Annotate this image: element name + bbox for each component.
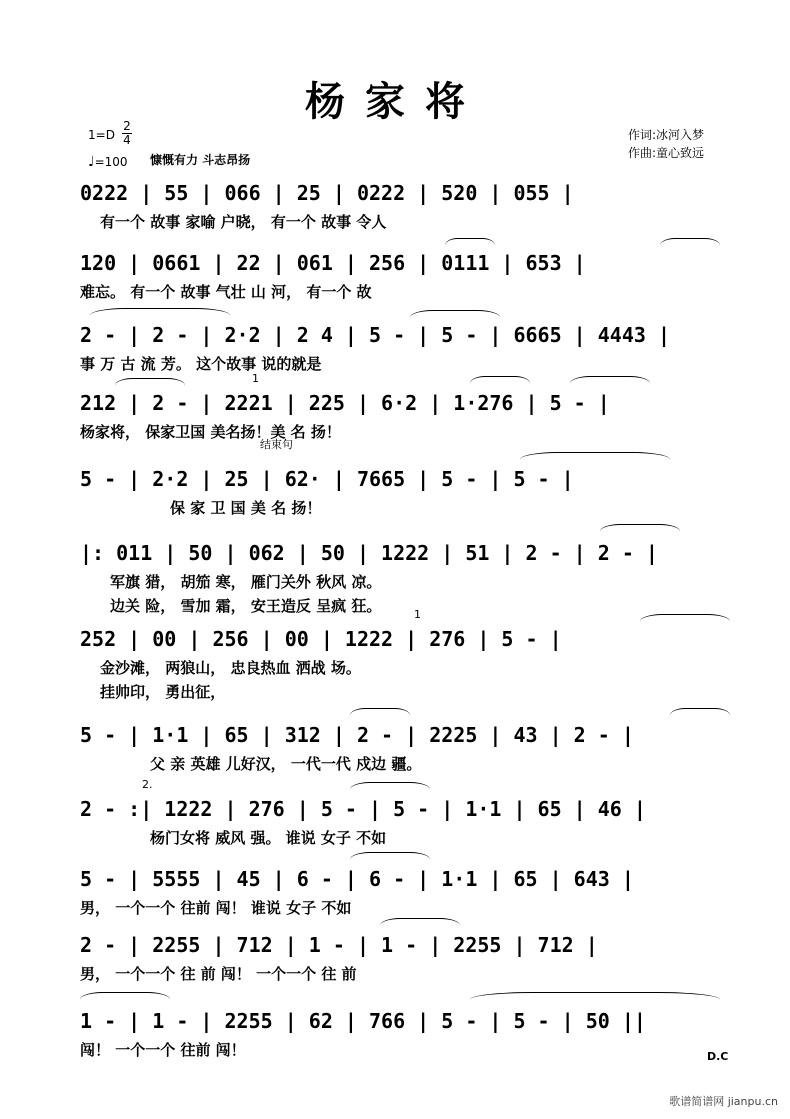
notation-line: 2 - :| 1222 | 276 | 5 - | 5 - | 1·1 | 65 | 46 | (80, 797, 646, 821)
lyrics-line: 闯！ 一个一个 往前 闯！ (80, 1041, 246, 1059)
notation-line: 2 - | 2 - | 2·2 | 2 4 | 5 - | 5 - | 6665 | 4443 | (80, 323, 671, 347)
lyrics-line: 事 万 古 流 芳。 这个故事 说的就是 (80, 355, 322, 373)
lyricist-credit: 作词:冰河入梦 (628, 128, 705, 142)
song-title: 杨家将 (305, 78, 485, 125)
volta-1-label: 1 (414, 608, 421, 621)
score-system-12 (80, 1004, 730, 1094)
quarter-note-icon: ♩ (88, 154, 95, 170)
volta-1-label: 1 (252, 372, 259, 385)
tempo-marking (88, 154, 128, 170)
notation-line: 1 - | 1 - | 2255 | 62 | 766 | 5 - | 5 - | 50 || (80, 1009, 646, 1033)
ending-label: 结束句 (260, 438, 293, 451)
expression-marking: 慷慨有力 斗志昂扬 (150, 153, 251, 167)
notation-line: 252 | 00 | 256 | 00 | 1222 | 276 | 5 - | (80, 627, 562, 651)
notation-line: 212 | 2 - | 2221 | 225 | 6·2 | 1·276 | 5 - | (80, 391, 610, 415)
watermark: 歌谱简谱网 jianpu.cn (669, 1095, 778, 1108)
volta-2-label: 2. (142, 778, 153, 791)
notation-line: 120 | 0661 | 22 | 061 | 256 | 0111 | 653 | (80, 251, 586, 275)
lyrics-line: 男， 一个一个 往前 闯！ 谁说 女子 不如 (80, 899, 352, 917)
time-signature-top: 2 (123, 119, 131, 133)
notation-line: 5 - | 2·2 | 25 | 62· | 7665 | 5 - | 5 - | (80, 467, 574, 491)
notation-line: |: 011 | 50 | 062 | 50 | 1222 | 51 | 2 - | 2 - | (80, 541, 658, 565)
time-signature-bottom: 4 (123, 133, 131, 147)
lyrics-line: 男， 一个一个 往 前 闯！ 一个一个 往 前 (80, 965, 357, 983)
lyrics-line-verse-1: 金沙滩， 两狼山， 忠良热血 洒战 场。 (100, 659, 361, 677)
lyrics-line: 杨门女将 威风 强。 谁说 女子 不如 (150, 829, 387, 847)
lyrics-line: 杨家将， 保家卫国 美名扬！美 名 扬！ (80, 423, 341, 441)
tempo-value: =100 (94, 155, 128, 169)
notation-line: 0222 | 55 | 066 | 25 | 0222 | 520 | 055 | (80, 181, 574, 205)
composer-credit: 作曲:童心致远 (628, 146, 705, 160)
time-signature (122, 120, 132, 147)
lyrics-line: 保 家 卫 国 美 名 扬！ (170, 499, 322, 517)
score-system-7 (80, 608, 730, 712)
notation-line: 5 - | 1·1 | 65 | 312 | 2 - | 2225 | 43 | 2 - | (80, 723, 634, 747)
lyrics-line: 有一个 故事 家喻 户晓， 有一个 故事 令人 (100, 213, 387, 231)
lyrics-line-verse-2: 边关 险， 雪加 霜， 安王造反 呈疯 狂。 (110, 597, 382, 615)
notation-line: 2 - | 2255 | 712 | 1 - | 1 - | 2255 | 712 | (80, 933, 598, 957)
key-signature: 1=D (88, 128, 115, 142)
lyrics-line: 父 亲 英雄 儿好汉， 一代一代 戍边 疆。 (150, 755, 422, 773)
lyrics-line: 难忘。 有一个 故事 气壮 山 河， 有一个 故 (80, 283, 372, 301)
lyrics-line-verse-1: 军旗 猎， 胡笳 寒， 雁门关外 秋风 凉。 (110, 573, 382, 591)
lyrics-line-verse-2: 挂帅印， 勇出征， (100, 683, 226, 701)
da-capo-marking: D.C (707, 1050, 729, 1063)
notation-line: 5 - | 5555 | 45 | 6 - | 6 - | 1·1 | 65 | 643 | (80, 867, 634, 891)
score-system-6 (80, 536, 730, 626)
